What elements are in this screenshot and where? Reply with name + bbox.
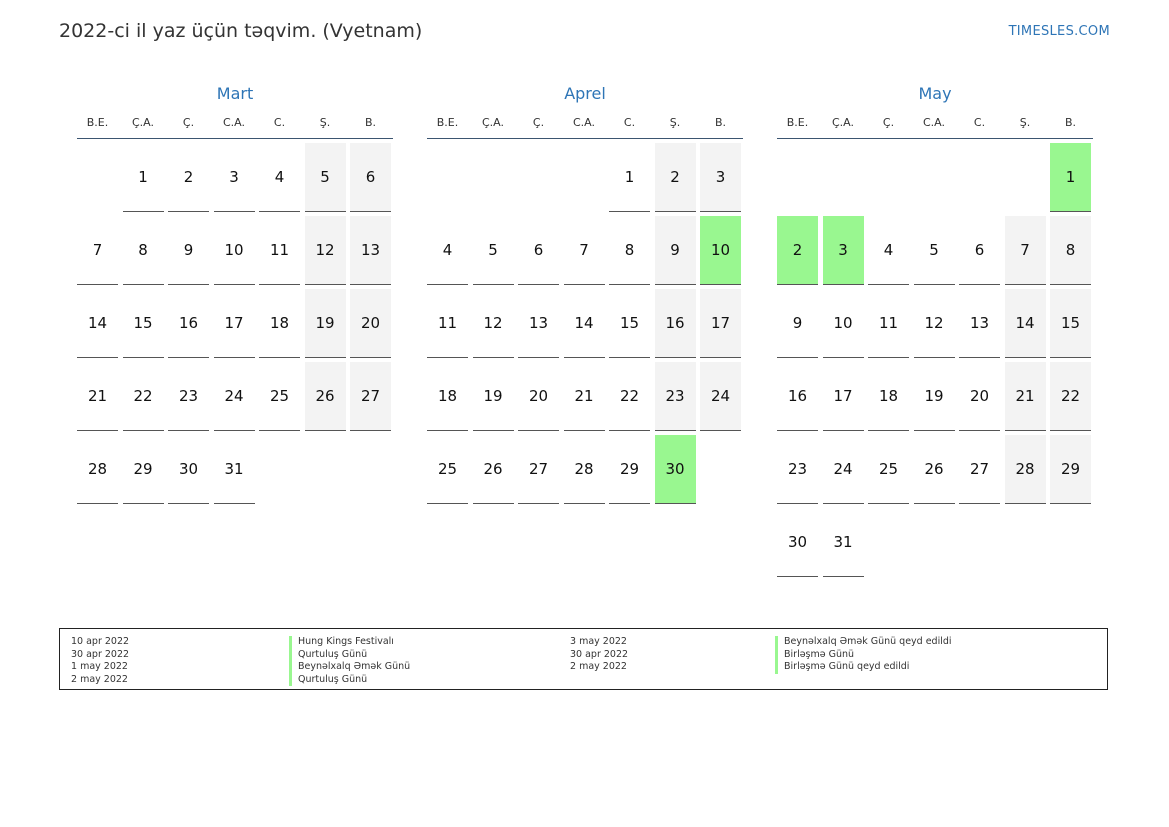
day-grid bbox=[77, 143, 393, 504]
day-cell[interactable]: 16 bbox=[655, 289, 696, 358]
weekday-label: Ç.A. bbox=[481, 116, 504, 129]
day-cell[interactable]: 20 bbox=[350, 289, 391, 358]
empty-cell bbox=[427, 143, 468, 212]
day-cell[interactable]: 13 bbox=[959, 289, 1000, 358]
day-cell[interactable]: 22 bbox=[1050, 362, 1091, 431]
day-cell[interactable]: 1 bbox=[609, 143, 650, 212]
day-cell[interactable]: 13 bbox=[350, 216, 391, 285]
day-cell[interactable]: 15 bbox=[123, 289, 164, 358]
day-cell[interactable]: 12 bbox=[473, 289, 514, 358]
day-cell[interactable]: 30 bbox=[655, 435, 696, 504]
day-cell[interactable]: 27 bbox=[959, 435, 1000, 504]
day-cell[interactable]: 22 bbox=[123, 362, 164, 431]
day-cell[interactable]: 18 bbox=[259, 289, 300, 358]
month-name: Mart bbox=[216, 84, 254, 103]
legend-date: 30 apr 2022 bbox=[570, 648, 629, 660]
weekday-label: C. bbox=[623, 116, 636, 129]
weekday-label: Ş. bbox=[1019, 116, 1031, 129]
day-cell[interactable]: 1 bbox=[123, 143, 164, 212]
page-title: 2022-ci il yaz üçün təqvim. (Vyetnam) bbox=[59, 20, 423, 42]
weekday-label: C.A. bbox=[922, 116, 945, 129]
day-cell[interactable]: 4 bbox=[427, 216, 468, 285]
day-cell[interactable]: 30 bbox=[168, 435, 209, 504]
weekday-label: B. bbox=[1064, 116, 1077, 129]
day-cell[interactable]: 7 bbox=[1005, 216, 1046, 285]
day-cell[interactable]: 11 bbox=[427, 289, 468, 358]
day-cell[interactable]: 22 bbox=[609, 362, 650, 431]
weekday-label: B.E. bbox=[436, 116, 459, 129]
day-cell[interactable]: 26 bbox=[305, 362, 346, 431]
day-cell[interactable]: 29 bbox=[609, 435, 650, 504]
empty-cell bbox=[518, 143, 559, 212]
month-calendar-may bbox=[777, 84, 1093, 577]
day-cell[interactable]: 13 bbox=[518, 289, 559, 358]
day-cell[interactable]: 28 bbox=[1005, 435, 1046, 504]
day-cell[interactable]: 9 bbox=[655, 216, 696, 285]
empty-cell bbox=[77, 143, 118, 212]
day-cell[interactable]: 2 bbox=[655, 143, 696, 212]
day-cell[interactable]: 17 bbox=[214, 289, 255, 358]
day-cell[interactable]: 4 bbox=[259, 143, 300, 212]
weekday-header bbox=[427, 116, 743, 139]
day-grid bbox=[777, 143, 1093, 577]
day-cell[interactable]: 6 bbox=[959, 216, 1000, 285]
day-cell[interactable]: 27 bbox=[518, 435, 559, 504]
legend-holiday-name: Beynəlxalq Əmək Günü qeyd edildi bbox=[775, 636, 952, 649]
legend-names-right bbox=[775, 636, 952, 674]
weekday-header bbox=[77, 116, 393, 139]
day-cell[interactable]: 7 bbox=[77, 216, 118, 285]
day-cell[interactable]: 29 bbox=[1050, 435, 1091, 504]
weekday-label: Ş. bbox=[669, 116, 681, 129]
day-cell[interactable]: 23 bbox=[777, 435, 818, 504]
day-cell[interactable]: 3 bbox=[823, 216, 864, 285]
weekday-label: B.E. bbox=[786, 116, 809, 129]
legend-date: 10 apr 2022 bbox=[71, 636, 130, 647]
weekday-label: C.A. bbox=[572, 116, 595, 129]
day-cell[interactable]: 24 bbox=[700, 362, 741, 431]
weekday-label: B. bbox=[364, 116, 377, 129]
month-name: May bbox=[918, 84, 952, 103]
day-cell[interactable]: 19 bbox=[473, 362, 514, 431]
day-cell[interactable]: 26 bbox=[914, 435, 955, 504]
weekday-label: B.E. bbox=[86, 116, 109, 129]
day-cell[interactable]: 10 bbox=[823, 289, 864, 358]
day-cell[interactable]: 14 bbox=[77, 289, 118, 358]
day-cell[interactable]: 5 bbox=[473, 216, 514, 285]
day-cell[interactable]: 3 bbox=[214, 143, 255, 212]
day-cell[interactable]: 11 bbox=[259, 216, 300, 285]
day-cell[interactable]: 14 bbox=[1005, 289, 1046, 358]
day-cell[interactable]: 25 bbox=[259, 362, 300, 431]
day-grid bbox=[427, 143, 743, 504]
day-cell[interactable]: 19 bbox=[914, 362, 955, 431]
legend-date: 2 may 2022 bbox=[570, 661, 627, 672]
day-cell[interactable]: 28 bbox=[77, 435, 118, 504]
day-cell[interactable]: 18 bbox=[427, 362, 468, 431]
legend-holiday-name: Birləşmə Günü bbox=[775, 649, 952, 662]
day-cell[interactable]: 17 bbox=[823, 362, 864, 431]
day-cell[interactable]: 16 bbox=[777, 362, 818, 431]
day-cell[interactable]: 8 bbox=[123, 216, 164, 285]
day-cell[interactable]: 27 bbox=[350, 362, 391, 431]
legend-date: 1 may 2022 bbox=[71, 661, 128, 672]
legend-date: 2 may 2022 bbox=[71, 673, 128, 685]
day-cell[interactable]: 29 bbox=[123, 435, 164, 504]
empty-cell bbox=[1005, 143, 1046, 212]
day-cell[interactable]: 10 bbox=[700, 216, 741, 285]
legend-holiday-name: Birləşmə Günü qeyd edildi bbox=[775, 661, 952, 674]
day-cell[interactable]: 28 bbox=[564, 435, 605, 504]
empty-cell bbox=[959, 143, 1000, 212]
legend-holiday-name: Hung Kings Festivalı bbox=[289, 636, 410, 649]
day-cell[interactable]: 18 bbox=[868, 362, 909, 431]
day-cell[interactable]: 25 bbox=[427, 435, 468, 504]
empty-cell bbox=[777, 143, 818, 212]
day-cell[interactable]: 21 bbox=[1005, 362, 1046, 431]
legend-holiday-name: Qurtuluş Günü bbox=[289, 649, 410, 662]
day-cell[interactable]: 15 bbox=[1050, 289, 1091, 358]
weekday-label: Ç.A. bbox=[831, 116, 854, 129]
month-calendar-mart bbox=[77, 84, 393, 504]
day-cell[interactable]: 5 bbox=[914, 216, 955, 285]
weekday-label: Ç. bbox=[532, 116, 545, 129]
day-cell[interactable]: 15 bbox=[609, 289, 650, 358]
day-cell[interactable]: 16 bbox=[168, 289, 209, 358]
day-cell[interactable]: 9 bbox=[777, 289, 818, 358]
weekday-header bbox=[777, 116, 1093, 139]
month-calendar-aprel bbox=[427, 84, 743, 504]
day-cell[interactable]: 7 bbox=[564, 216, 605, 285]
day-cell[interactable]: 3 bbox=[700, 143, 741, 212]
day-cell[interactable]: 11 bbox=[868, 289, 909, 358]
holiday-legend bbox=[59, 628, 1108, 690]
day-cell[interactable]: 21 bbox=[77, 362, 118, 431]
day-cell[interactable]: 14 bbox=[564, 289, 605, 358]
day-cell[interactable]: 8 bbox=[1050, 216, 1091, 285]
legend-date: 3 may 2022 bbox=[570, 636, 627, 647]
day-cell[interactable]: 23 bbox=[168, 362, 209, 431]
day-cell[interactable]: 2 bbox=[777, 216, 818, 285]
day-cell[interactable]: 10 bbox=[214, 216, 255, 285]
legend-dates-left bbox=[71, 636, 129, 686]
day-cell[interactable]: 24 bbox=[214, 362, 255, 431]
weekday-label: Ç. bbox=[882, 116, 895, 129]
weekday-label: Ş. bbox=[319, 116, 331, 129]
legend-holiday-name: Beynəlxalq Əmək Günü bbox=[289, 661, 410, 674]
day-cell[interactable]: 8 bbox=[609, 216, 650, 285]
empty-cell bbox=[914, 143, 955, 212]
day-cell[interactable]: 31 bbox=[823, 508, 864, 577]
weekday-label: C. bbox=[273, 116, 286, 129]
day-cell[interactable]: 20 bbox=[959, 362, 1000, 431]
legend-date: 30 apr 2022 bbox=[71, 648, 130, 660]
empty-cell bbox=[868, 143, 909, 212]
day-cell[interactable]: 2 bbox=[168, 143, 209, 212]
day-cell[interactable]: 4 bbox=[868, 216, 909, 285]
day-cell[interactable]: 17 bbox=[700, 289, 741, 358]
day-cell[interactable]: 1 bbox=[1050, 143, 1091, 212]
weekday-label: Ç.A. bbox=[131, 116, 154, 129]
weekday-label: B. bbox=[714, 116, 727, 129]
empty-cell bbox=[823, 143, 864, 212]
weekday-label: C. bbox=[973, 116, 986, 129]
site-link[interactable]: TIMESLES.COM bbox=[1008, 24, 1110, 39]
empty-cell bbox=[473, 143, 514, 212]
legend-names-left bbox=[289, 636, 410, 686]
day-cell[interactable]: 12 bbox=[305, 216, 346, 285]
legend-holiday-name: Qurtuluş Günü bbox=[289, 674, 410, 687]
day-cell[interactable]: 5 bbox=[305, 143, 346, 212]
legend-dates-right bbox=[570, 636, 628, 674]
day-cell[interactable]: 6 bbox=[518, 216, 559, 285]
weekday-label: Ç. bbox=[182, 116, 195, 129]
day-cell[interactable]: 12 bbox=[914, 289, 955, 358]
day-cell[interactable]: 6 bbox=[350, 143, 391, 212]
day-cell[interactable]: 9 bbox=[168, 216, 209, 285]
day-cell[interactable]: 21 bbox=[564, 362, 605, 431]
day-cell[interactable]: 31 bbox=[214, 435, 255, 504]
day-cell[interactable]: 19 bbox=[305, 289, 346, 358]
day-cell[interactable]: 30 bbox=[777, 508, 818, 577]
day-cell[interactable]: 26 bbox=[473, 435, 514, 504]
day-cell[interactable]: 25 bbox=[868, 435, 909, 504]
day-cell[interactable]: 20 bbox=[518, 362, 559, 431]
day-cell[interactable]: 23 bbox=[655, 362, 696, 431]
empty-cell bbox=[564, 143, 605, 212]
month-name: Aprel bbox=[564, 84, 606, 103]
day-cell[interactable]: 24 bbox=[823, 435, 864, 504]
weekday-label: C.A. bbox=[222, 116, 245, 129]
